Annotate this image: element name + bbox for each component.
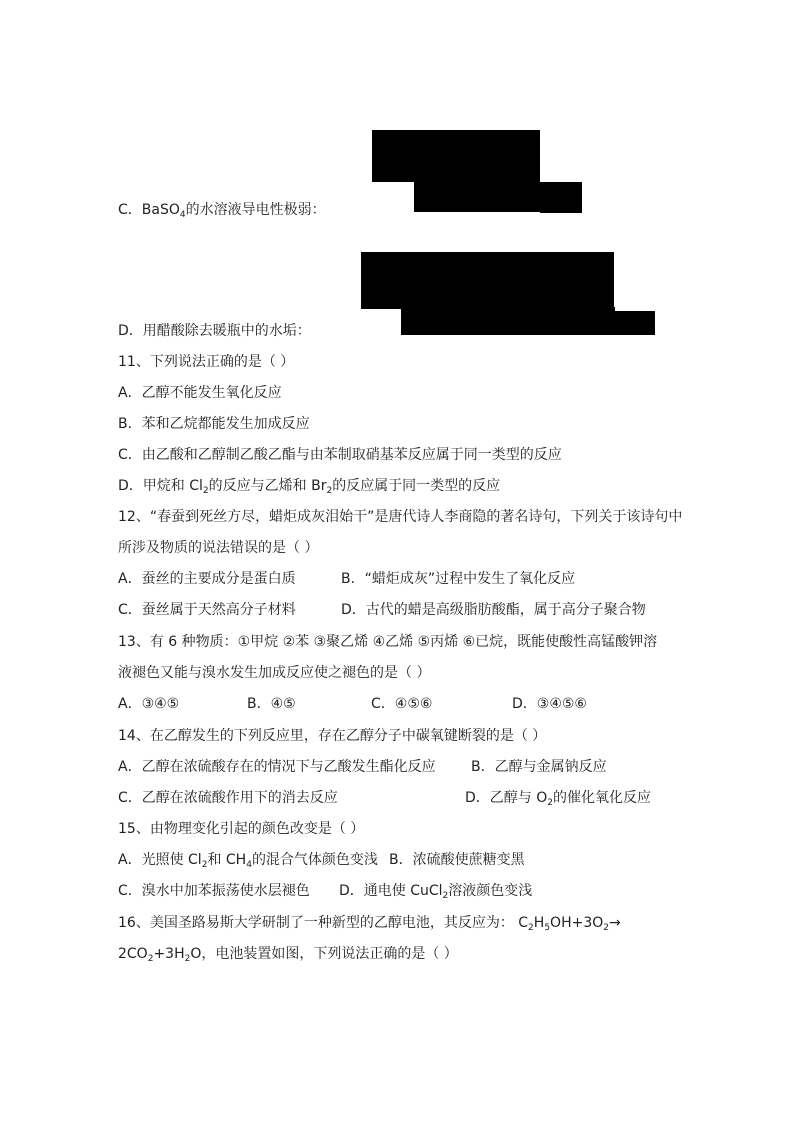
q14-option-d: D．乙醇与 $O_2$的催化氧化反应 bbox=[465, 790, 651, 808]
q15-option-a: A．光照使 $Cl_2$和 $CH_4$的混合气体颜色变浅 bbox=[118, 852, 378, 870]
redacted-equation-c-part3 bbox=[540, 182, 582, 213]
q16-stem-line1: 16、美国圣路易斯大学研制了一种新型的乙醇电池，其反应为： $C_2H_5OH+3O_2\to$ bbox=[118, 915, 621, 933]
q12-option-c: C．蚕丝属于天然高分子材料 bbox=[118, 602, 296, 618]
q12-option-b: B．“蜡炬成灰”过程中发生了氧化反应 bbox=[341, 571, 576, 587]
q13-option-b: B．④⑤ bbox=[247, 696, 296, 712]
q15-option-d: D．通电使 CuCl$_2$溶液颜色变浅 bbox=[339, 883, 533, 901]
q12-option-d: D．古代的蜡是高级脂肪酸酯，属于高分子聚合物 bbox=[341, 602, 646, 618]
q13-option-a: A．③④⑤ bbox=[118, 696, 180, 712]
redacted-equation-d-part1 bbox=[361, 252, 614, 309]
q13-stem-line1: 13、有 6 种物质：①甲烷 ②苯 ③聚乙烯 ④乙烯 ⑤丙烯 ⑥已烷，既能使酸性高锰酸钾溶 bbox=[118, 634, 658, 650]
q13-stem-line2: 液褪色又能与溴水发生加成反应使之褪色的是（ ） bbox=[118, 665, 431, 681]
q11-option-c: C．由乙酸和乙醇制乙酸乙酯与由苯制取硝基苯反应属于同一类型的反应 bbox=[118, 447, 562, 463]
redacted-equation-c-part2 bbox=[414, 180, 540, 212]
q11-option-a: A．乙醇不能发生氧化反应 bbox=[118, 385, 282, 401]
q13-option-c: C．④⑤⑥ bbox=[371, 696, 433, 712]
q11-stem: 11、下列说法正确的是（ ） bbox=[118, 354, 295, 370]
q12-stem-line2: 所涉及物质的说法错误的是（ ） bbox=[118, 540, 319, 556]
redacted-equation-d-part2 bbox=[401, 307, 615, 335]
q12-stem-line1: 12、“春蚕到死丝方尽，蜡炬成灰泪始干”是唐代诗人李商隐的著名诗句，下列关于该诗句中 bbox=[118, 509, 683, 525]
q11-option-b: B．苯和乙烷都能发生加成反应 bbox=[118, 416, 310, 432]
q14-option-b: B．乙醇与金属钠反应 bbox=[471, 759, 607, 775]
q11-option-d: D．甲烷和 $Cl_2$的反应与乙烯和 $Br_2$的反应属于同一类型的反应 bbox=[118, 478, 501, 496]
q13-option-d: D．③④⑤⑥ bbox=[512, 696, 587, 712]
q15-stem: 15、由物理变化引起的颜色改变是（ ） bbox=[118, 821, 365, 837]
q16-stem-line2: $2CO_2+3H_2O$，电池装置如图，下列说法正确的是（ ） bbox=[118, 946, 458, 964]
redacted-equation-c-part1 bbox=[372, 130, 540, 182]
q14-stem: 14、在乙醇发生的下列反应里，存在乙醇分子中碳氧键断裂的是（ ） bbox=[118, 728, 547, 744]
redacted-equation-d-part3 bbox=[614, 311, 655, 335]
q10-option-c: C．BaSO$_4$的水溶液导电性极弱： bbox=[118, 202, 326, 220]
q14-option-c: C．乙醇在浓硫酸作用下的消去反应 bbox=[118, 790, 338, 806]
q10-option-d: D．用醋酸除去暖瓶中的水垢： bbox=[118, 323, 311, 339]
q15-option-b: B．浓硫酸使蔗糖变黑 bbox=[389, 852, 525, 868]
q14-option-a: A．乙醇在浓硫酸存在的情况下与乙酸发生酯化反应 bbox=[118, 759, 436, 775]
q12-option-a: A．蚕丝的主要成分是蛋白质 bbox=[118, 571, 296, 587]
q15-option-c: C．溴水中加苯振荡使水层褪色 bbox=[118, 883, 310, 899]
